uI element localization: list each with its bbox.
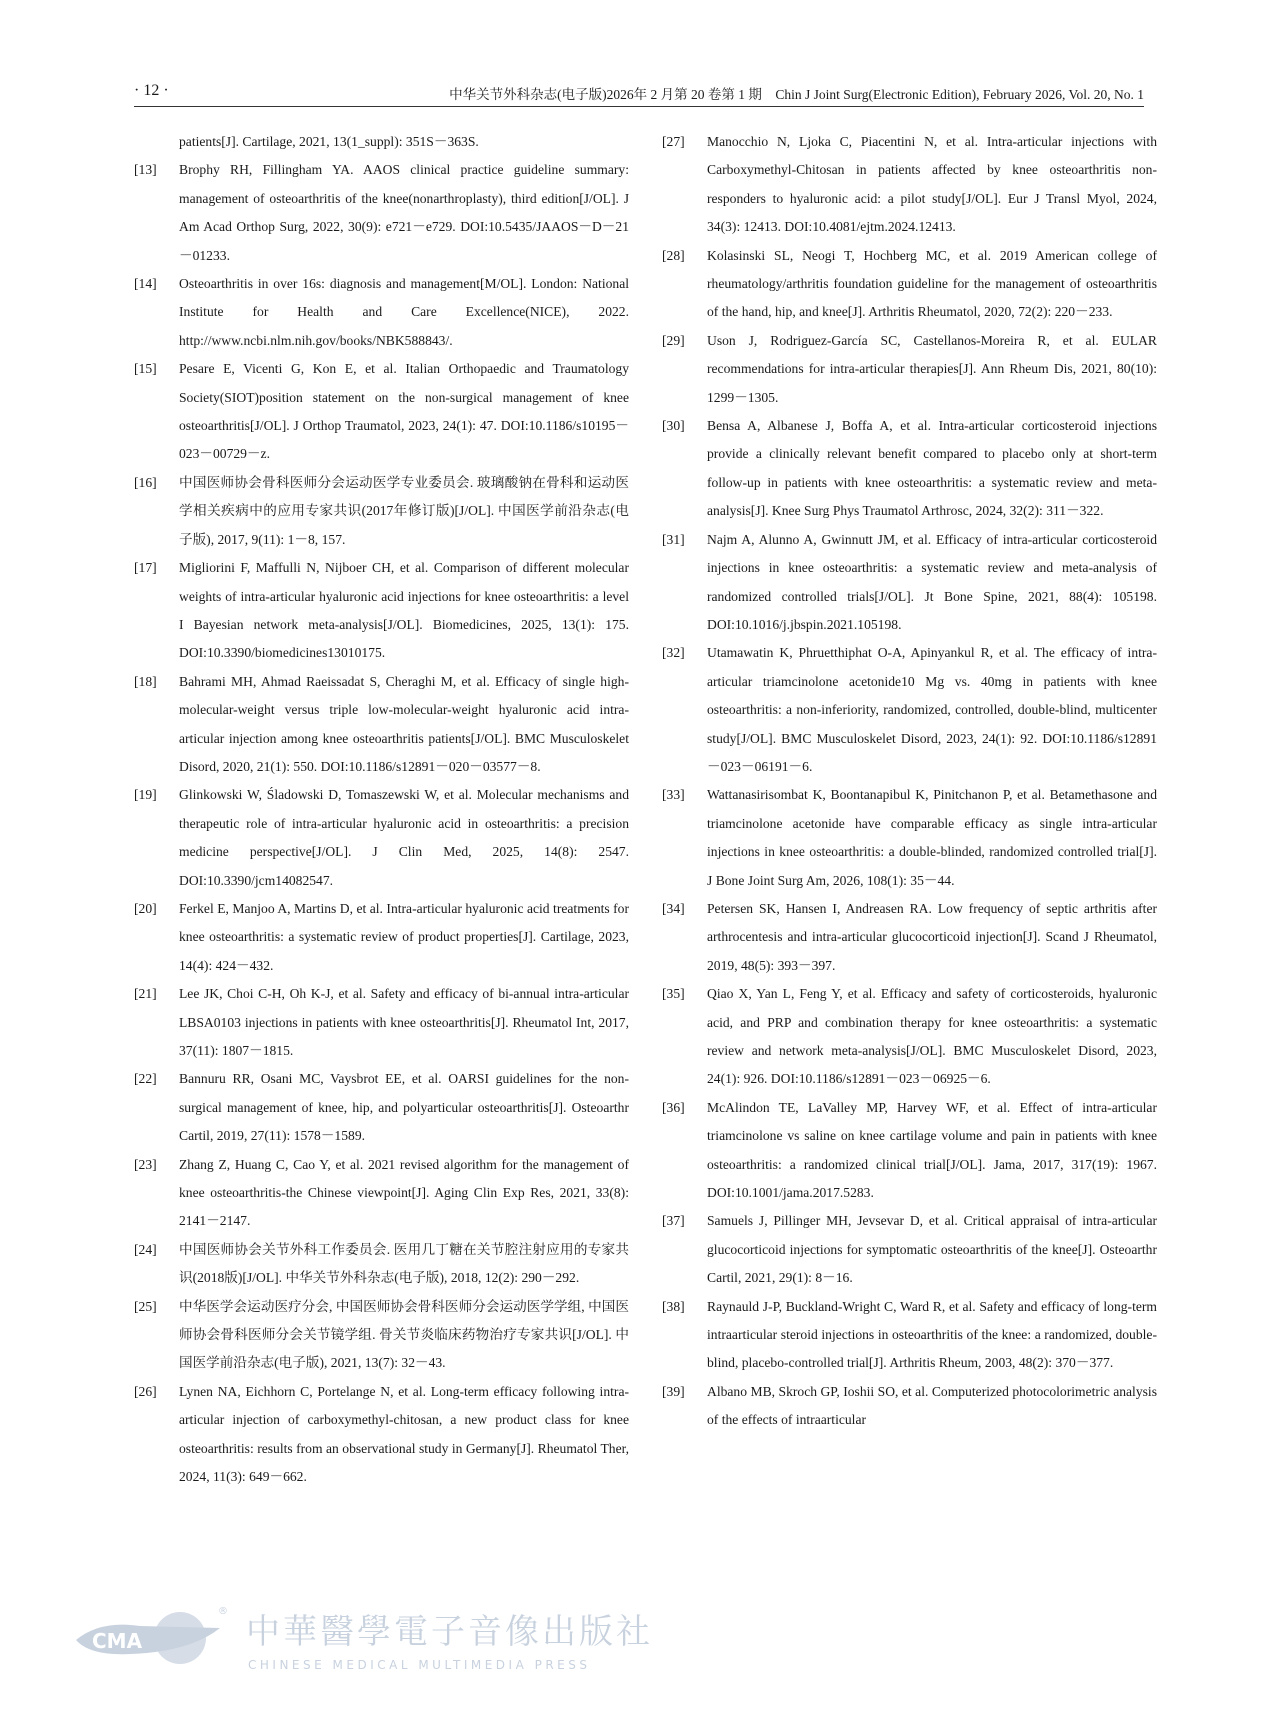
reference-number: [32] [662,645,685,661]
reference-number: [38] [662,1298,685,1314]
reference-number: [16] [134,474,157,490]
reference-number: [13] [134,162,157,178]
publisher-name-cn: 中華醫學電子音像出版社 [246,1612,653,1652]
reference-text: Manocchio N, Ljoka C, Piacentini N, et al. Intra-articular injections with Carboxymethyl-Chitosan in patients affected by knee osteoarthritis non-responders to hyaluronic acid: a pilot study[J/OL]. Eur J Transl Myol, 2024, 34(3): 12413. DOI:10.4081/ejtm.2024.12413. [707,134,1157,235]
reference-text: Wattanasirisombat K, Boontanapibul K, Pinitchanon P, et al. Betamethasone and triamcinolone acetonide have comparable efficacy as single intra-articular injections in knee osteoarthritis: a double-blinded, randomized controlled trial[J]. J Bone Joint Surg Am, 2026, 108(1): 35－44. [707,787,1157,888]
reference-text: 中华医学会运动医疗分会, 中国医师协会骨科医师分会运动医学学组, 中国医师协会骨科医师分会关节镜学组. 骨关节炎临床药物治疗专家共识[J/OL]. 中国医学前沿杂志(电子版), 2021, 13(7): 32－43. [179,1298,629,1371]
reference-entry [662,1293,1157,1378]
reference-text: Osteoarthritis in over 16s: diagnosis and management[M/OL]. London: National Institute for Health and Care Excellence(NICE), 2022. http://www.ncbi.nlm.nih.gov/books/NBK588843/. [179,276,629,348]
reference-number: [39] [662,1383,685,1399]
reference-text: Bahrami MH, Ahmad Raeissadat S, Cheraghi M, et al. Efficacy of single high-molecular-weight versus triple low-molecular-weight hyaluronic acid intra-articular injection among knee osteoarthritis patients[J/OL]. BMC Musculoskelet Disord, 2020, 21(1): 550. DOI:10.1186/s12891－020－03577－8. [179,673,629,774]
page-header [134,80,1144,107]
reference-number: [26] [134,1383,157,1399]
reference-entry [134,355,629,469]
reference-column-left [134,128,629,1492]
reference-number: [31] [662,531,685,547]
reference-number: [24] [134,1241,157,1257]
reference-entry [662,895,1157,980]
logo-text: CMA [92,1629,143,1653]
journal-running-title: 中华关节外科杂志(电子版)2026年 2 月第 20 卷第 1 期 Chin J Joint Surg(Electronic Edition), February 2026, Vol. 20, No. 1 [449,87,1144,102]
cma-logo-icon [70,1600,240,1680]
reference-text: Albano MB, Skroch GP, Ioshii SO, et al. Computerized photocolorimetric analysis of the effects of intraarticular [707,1383,1157,1428]
reference-entry [662,242,1157,327]
reference-entry [662,1378,1157,1435]
reference-text: Samuels J, Pillinger MH, Jevsevar D, et al. Critical appraisal of intra-articular glucocorticoid injections for symptomatic osteoarthritis of the knee[J]. Osteoarthr Cartil, 2021, 29(1): 8－16. [707,1213,1157,1286]
reference-entry [134,980,629,1065]
reference-entry [134,554,629,668]
reference-entry [662,412,1157,526]
reference-number: [35] [662,986,685,1002]
reference-number: [21] [134,986,157,1002]
reference-entry [134,156,629,270]
reference-text: Bannuru RR, Osani MC, Vaysbrot EE, et al. OARSI guidelines for the non-surgical management of knee, hip, and polyarticular osteoarthritis[J]. Osteoarthr Cartil, 2019, 27(11): 1578－1589. [179,1071,629,1144]
reference-text: Bensa A, Albanese J, Boffa A, et al. Intra-articular corticosteroid injections provide a clinically relevant benefit compared to placebo only at short-term follow-up in patients with knee osteoarthritis: a systematic review and meta-analysis[J]. Knee Surg Phys Traumatol Arthrosc, 2024, 32(2): 311－322. [707,418,1157,519]
reference-number: [15] [134,361,157,377]
reference-entry [662,1094,1157,1208]
reference-list-right [662,128,1157,1435]
reference-text: Pesare E, Vicenti G, Kon E, et al. Italian Orthopaedic and Traumatology Society(SIOT)position statement on the non-surgical management of knee osteoarthritis[J/OL]. J Orthop Traumatol, 2023, 24(1): 47. DOI:10.1186/s10195－023－00729－z. [179,361,629,462]
reference-entry [134,668,629,782]
reference-number: [27] [662,134,685,149]
reference-text: Lynen NA, Eichhorn C, Portelange N, et al. Long-term efficacy following intra-articular injection of carboxymethyl-chitosan, a new product class for knee osteoarthritis: results from an observational study in Germany[J]. Rheumatol Ther, 2024, 11(3): 649－662. [179,1383,629,1485]
reference-number: [22] [134,1071,157,1087]
reference-text: Migliorini F, Maffulli N, Nijboer CH, et al. Comparison of different molecular weights of intra-articular hyaluronic acid injections for knee osteoarthritis: a level I Bayesian network meta-analysis[J/OL]. Biomedicines, 2025, 13(1): 175. DOI:10.3390/biomedicines13010175. [179,560,629,661]
reference-text: McAlindon TE, LaValley MP, Harvey WF, et al. Effect of intra-articular triamcinolone vs saline on knee cartilage volume and pain in patients with knee osteoarthritis: a randomized clinical trial[J/OL]. Jama, 2017, 317(19): 1967. DOI:10.1001/jama.2017.5283. [707,1099,1157,1201]
reference-text: Raynauld J-P, Buckland-Wright C, Ward R, et al. Safety and efficacy of long-term intraarticular steroid injections in osteoarthritis of the knee: a randomized, double-blind, placebo-controlled trial[J]. Arthritis Rheum, 2003, 48(2): 370－377. [707,1298,1157,1371]
reference-text: Petersen SK, Hansen I, Andreasen RA. Low frequency of septic arthritis after arthrocentesis and intra-articular glucocorticoid injection[J]. Scand J Rheumatol, 2019, 48(5): 393－397. [707,900,1157,973]
reference-entry [134,1293,629,1378]
reference-entry [134,1236,629,1293]
publisher-name-en: CHINESE MEDICAL MULTIMEDIA PRESS [248,1658,591,1672]
reference-entry [662,327,1157,412]
reference-text: Brophy RH, Fillingham YA. AAOS clinical practice guideline summary: management of osteoarthritis of the knee(nonarthroplasty), third edition[J/OL]. J Am Acad Orthop Surg, 2022, 30(9): e721－e729. DOI:10.5435/JAAOS－D－21－01233. [179,162,629,263]
reference-text: Qiao X, Yan L, Feng Y, et al. Efficacy and safety of corticosteroids, hyaluronic acid, and PRP and combination therapy for knee osteoarthritis: a systematic review and network meta-analysis[J/OL]. BMC Musculoskelet Disord, 2023, 24(1): 926. DOI:10.1186/s12891－023－06925－6. [707,986,1157,1087]
reference-number: [28] [662,247,685,263]
reference-number: [20] [134,900,157,916]
reference-entry [662,639,1157,781]
reference-entry [134,1151,629,1236]
reference-text: Zhang Z, Huang C, Cao Y, et al. 2021 revised algorithm for the management of knee osteoarthritis-the Chinese viewpoint[J]. Aging Clin Exp Res, 2021, 33(8): 2141－2147. [179,1156,629,1229]
reference-number: [37] [662,1213,685,1229]
reference-entry [662,128,1157,242]
reference-number: [23] [134,1156,157,1172]
reference-entry [134,781,629,895]
reference-number: [14] [134,276,157,292]
reference-number: [34] [662,900,685,916]
reference-entry [662,1207,1157,1292]
reference-number: [17] [134,560,157,576]
reference-entry [134,1065,629,1150]
reference-entry [662,980,1157,1094]
reference-text: Najm A, Alunno A, Gwinnutt JM, et al. Efficacy of intra-articular corticosteroid injections in knee osteoarthritis: a systematic review and meta-analysis of randomized controlled trials[J/OL]. Jt Bone Spine, 2021, 88(4): 105198. DOI:10.1016/j.jbspin.2021.105198. [707,531,1157,632]
reference-text: Kolasinski SL, Neogi T, Hochberg MC, et al. 2019 American college of rheumatology/arthritis foundation guideline for the management of osteoarthritis of the hand, hip, and knee[J]. Arthritis Rheumatol, 2020, 72(2): 220－233. [707,247,1157,320]
reference-number: [19] [134,787,157,803]
reference-text: Lee JK, Choi C-H, Oh K-J, et al. Safety and efficacy of bi-annual intra-articular LBSA0103 injections in patients with knee osteoarthritis[J]. Rheumatol Int, 2017, 37(11): 1807－1815. [179,986,629,1058]
reference-number: [36] [662,1099,685,1115]
reference-number: [30] [662,418,685,434]
reference-entry [134,469,629,554]
page-number: · 12 · [134,82,169,99]
reference-text: Ferkel E, Manjoo A, Martins D, et al. Intra-articular hyaluronic acid treatments for knee osteoarthritis: a systematic review of product properties[J]. Cartilage, 2023, 14(4): 424－432. [179,900,629,973]
reference-entry [662,526,1157,640]
reference-text: 中国医师协会骨科医师分会运动医学专业委员会. 玻璃酸钠在骨科和运动医学相关疾病中的应用专家共识(2017年修订版)[J/OL]. 中国医学前沿杂志(电子版), 2017, 9(11): 1－8, 157. [179,474,629,547]
reference-column-right [662,128,1157,1435]
reference-entry [662,781,1157,895]
reference-entry [134,1378,629,1492]
reference-number: [18] [134,673,157,689]
reference-text: Uson J, Rodriguez-García SC, Castellanos-Moreira R, et al. EULAR recommendations for intra-articular therapies[J]. Ann Rheum Dis, 2021, 80(10): 1299－1305. [707,332,1157,405]
reference-list-left [134,156,629,1491]
reference-entry [134,270,629,355]
publisher-watermark [70,1600,653,1680]
reference-continuation: patients[J]. Cartilage, 2021, 13(1_suppl): 351S－363S. [179,134,479,149]
reference-text: Utamawatin K, Phruetthiphat O-A, Apinyankul R, et al. The efficacy of intra-articular triamcinolone acetonide10 Mg vs. 40mg in patients with knee osteoarthritis: a non-inferiority, randomized, controlled, double-blind, multicenter study[J/OL]. BMC Musculoskelet Disord, 2023, 24(1): 92. DOI:10.1186/s12891－023－06191－6. [707,645,1157,774]
reference-entry [134,895,629,980]
svg-text:®: ® [218,1606,228,1617]
reference-text: 中国医师协会关节外科工作委员会. 医用几丁糖在关节腔注射应用的专家共识(2018版)[J/OL]. 中华关节外科杂志(电子版), 2018, 12(2): 290－292. [179,1241,629,1286]
reference-number: [33] [662,787,685,803]
reference-number: [25] [134,1298,157,1314]
reference-number: [29] [662,332,685,348]
reference-text: Glinkowski W, Śladowski D, Tomaszewski W, et al. Molecular mechanisms and therapeutic role of intra-articular hyaluronic acid in osteoarthritis: a precision medicine perspective[J/OL]. J Clin Med, 2025, 14(8): 2547. DOI:10.3390/jcm14082547. [179,787,629,888]
